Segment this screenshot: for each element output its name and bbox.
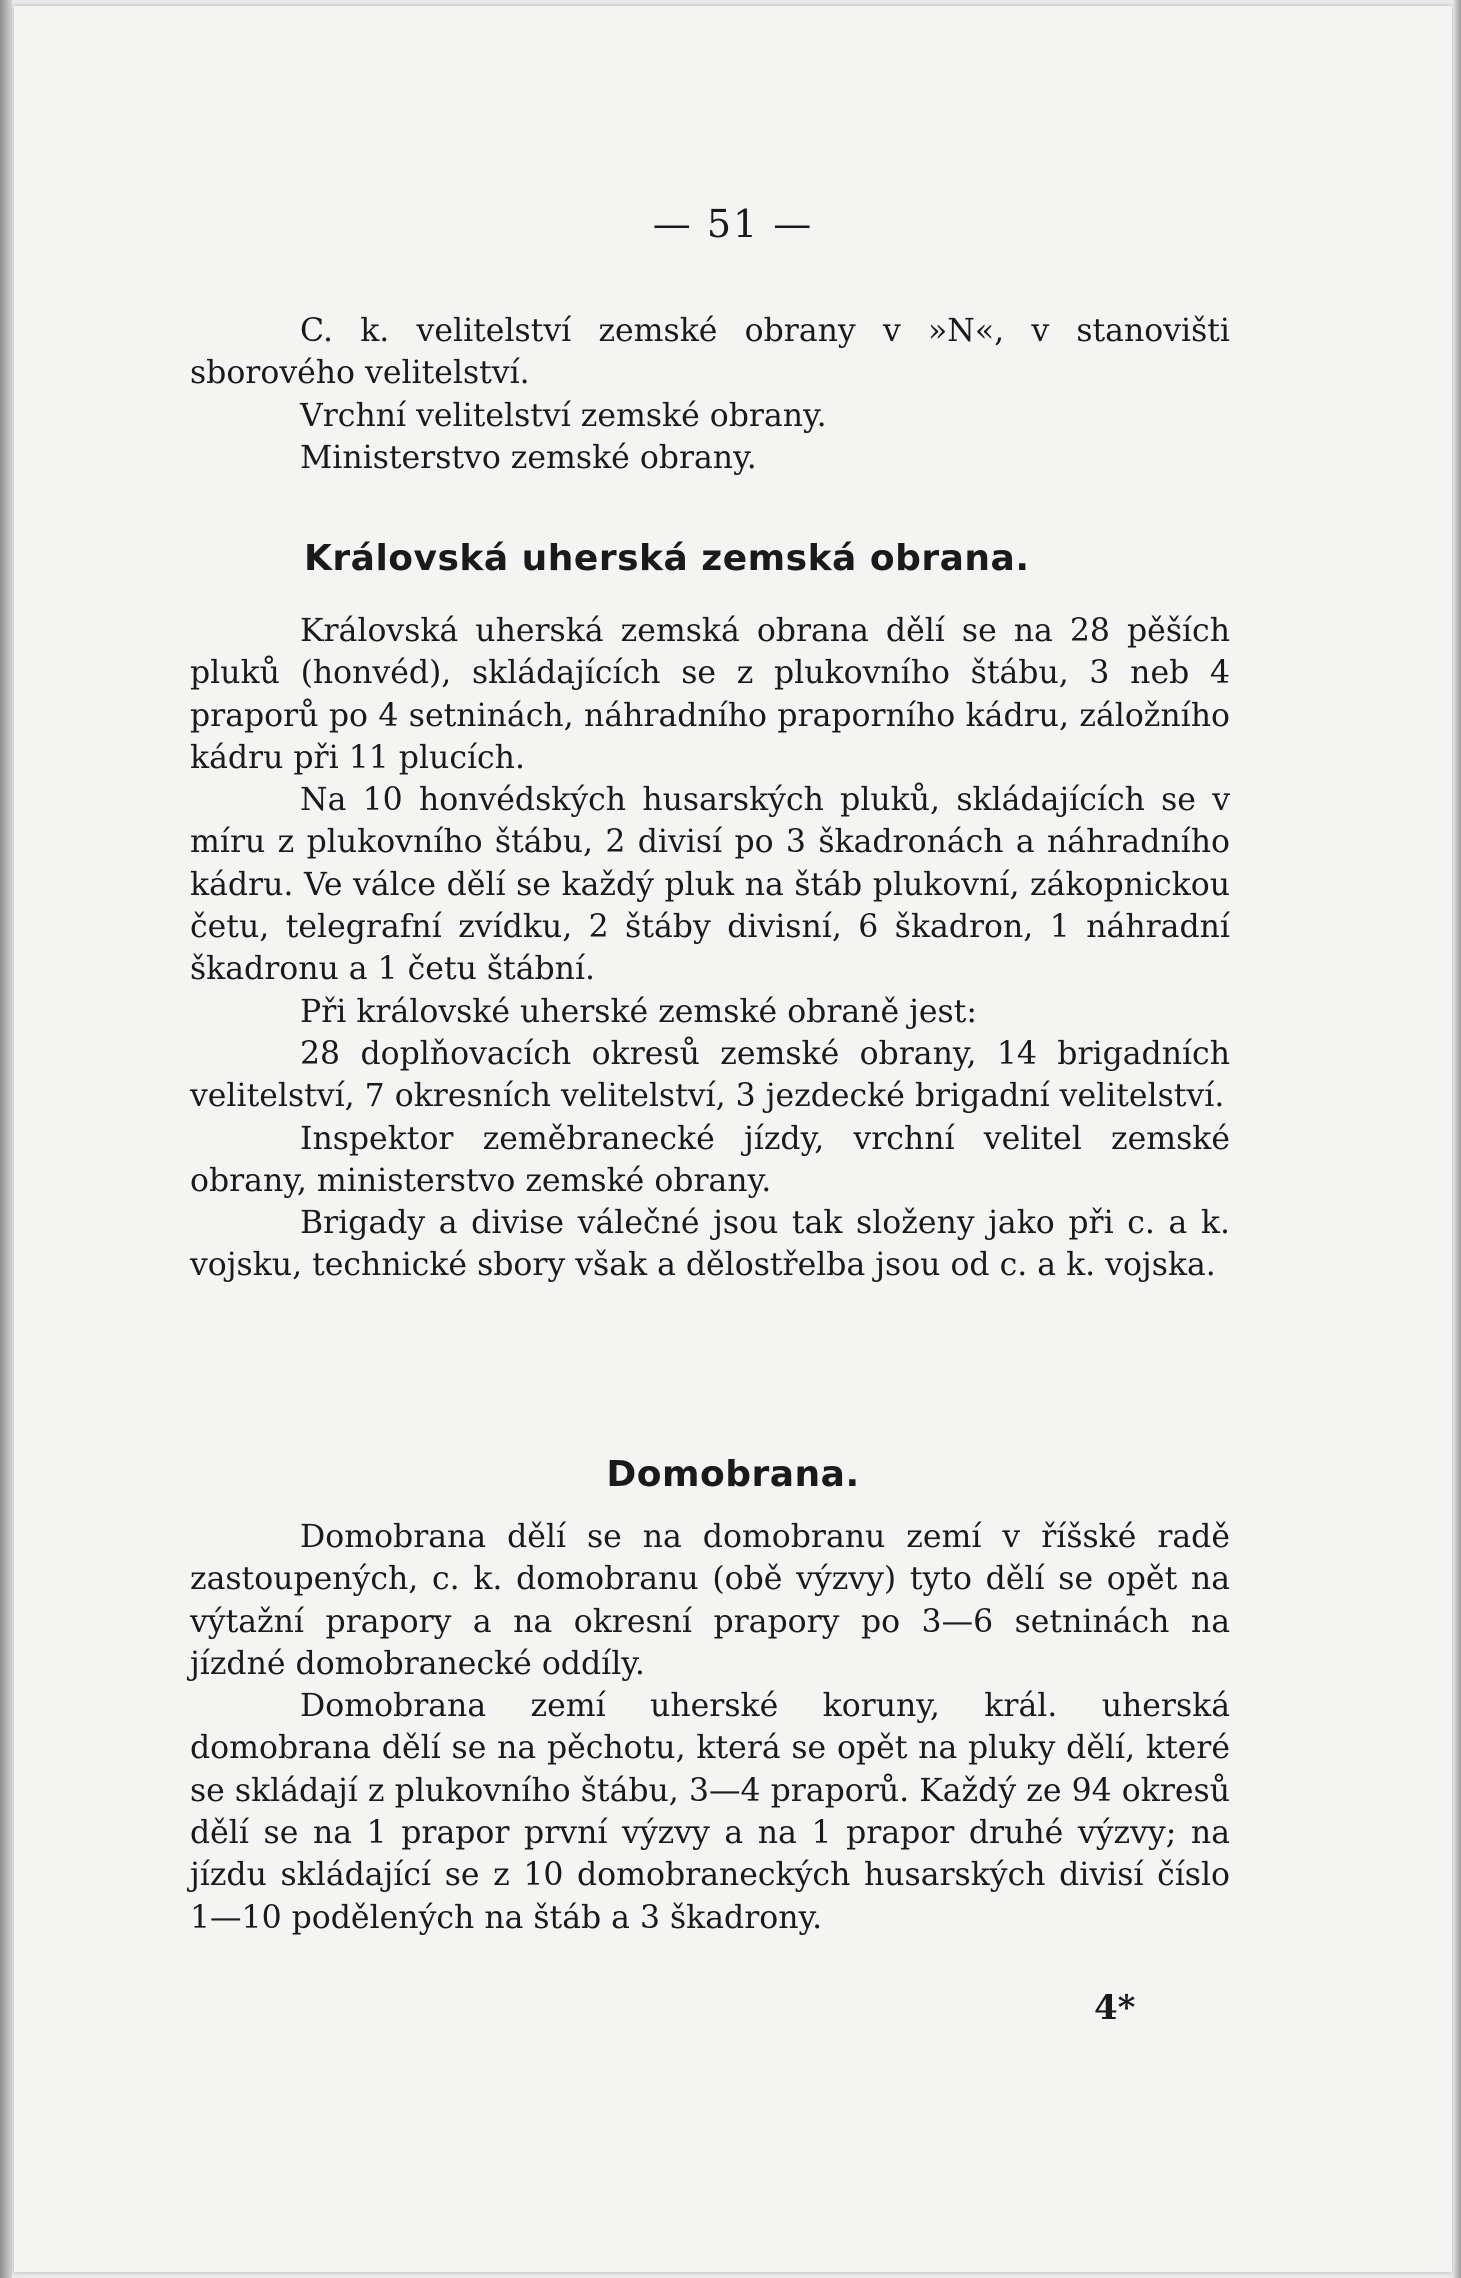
paragraph: 28 doplňovacích okresů zemské obrany, 14 brigadních velitelství, 7 okresních velitelství, 3 jezdecké brigadní velitelství.: [190, 1035, 1230, 1115]
paragraph: Vrchní velitelství zemské obrany.: [300, 397, 827, 434]
paragraph: Ministerstvo zemské obrany.: [300, 439, 757, 476]
signature-mark: 4*: [1094, 1988, 1136, 2028]
scan-edge-left: [0, 0, 12, 2278]
section-heading-domobrana: Domobrana.: [606, 1454, 860, 1495]
paragraph: Domobrana zemí uherské koruny, král. uherská domobrana dělí se na pěchotu, která se opět na pluky dělí, které se skládají z plukovního štábu, 3—4 praporů. Každý ze 94 okresů dělí se na 1 prapor první výzvy a na 1 prapor druhé výzvy; na jízdu skládající se z 10 domobraneckých husarských divisí číslo 1—10 podělených na štáb a 3 škadrony.: [190, 1688, 1230, 1936]
paragraph: Domobrana dělí se na domobranu zemí v říšské radě zastoupených, c. k. domobranu (obě výzvy) tyto dělí se opět na výtažní prapory a na okresní prapory po 3—6 setninách na jízdné domobranecké oddíly.: [190, 1519, 1230, 1682]
paragraph: Brigady a divise válečné jsou tak složeny jako při c. a k. vojsku, technické sbory však a dělostřelba jsou od c. a k. vojska.: [190, 1205, 1230, 1284]
kralovska-section-body: [190, 610, 1230, 1287]
book-page: [14, 6, 1452, 2272]
scan-edge-right: [1453, 0, 1461, 2278]
domobrana-section-body: [190, 1516, 1230, 1939]
intro-block: [190, 310, 1230, 479]
paragraph: Při královské uherské zemské obraně jest:: [300, 993, 977, 1030]
section-heading-kralovska: Královská uherská zemská obrana.: [304, 538, 1030, 579]
page-number: — 51 —: [652, 202, 814, 246]
paragraph: Na 10 honvédských husarských pluků, skládajících se v míru z plukovního štábu, 2 divisí po 3 škadronách a náhradního kádru. Ve válce dělí se každý pluk na štáb plukovní, zákopnickou četu, telegrafní zvídku, 2 štáby divisní, 6 škadron, 1 náhradní škadronu a 1 četu štábní.: [190, 782, 1230, 988]
paragraph: Královská uherská zemská obrana dělí se na 28 pěších pluků (honvéd), skládajících se z plukovního štábu, 3 neb 4 praporů po 4 setninách, náhradního praporního kádru, záložního kádru při 11 plucích.: [190, 613, 1230, 776]
paragraph: C. k. velitelství zemské obrany v »N«, v stanovišti sborového velitelství.: [190, 313, 1230, 392]
paragraph: Inspektor zeměbranecké jízdy, vrchní velitel zemské obrany, ministerstvo zemské obrany.: [190, 1120, 1230, 1199]
